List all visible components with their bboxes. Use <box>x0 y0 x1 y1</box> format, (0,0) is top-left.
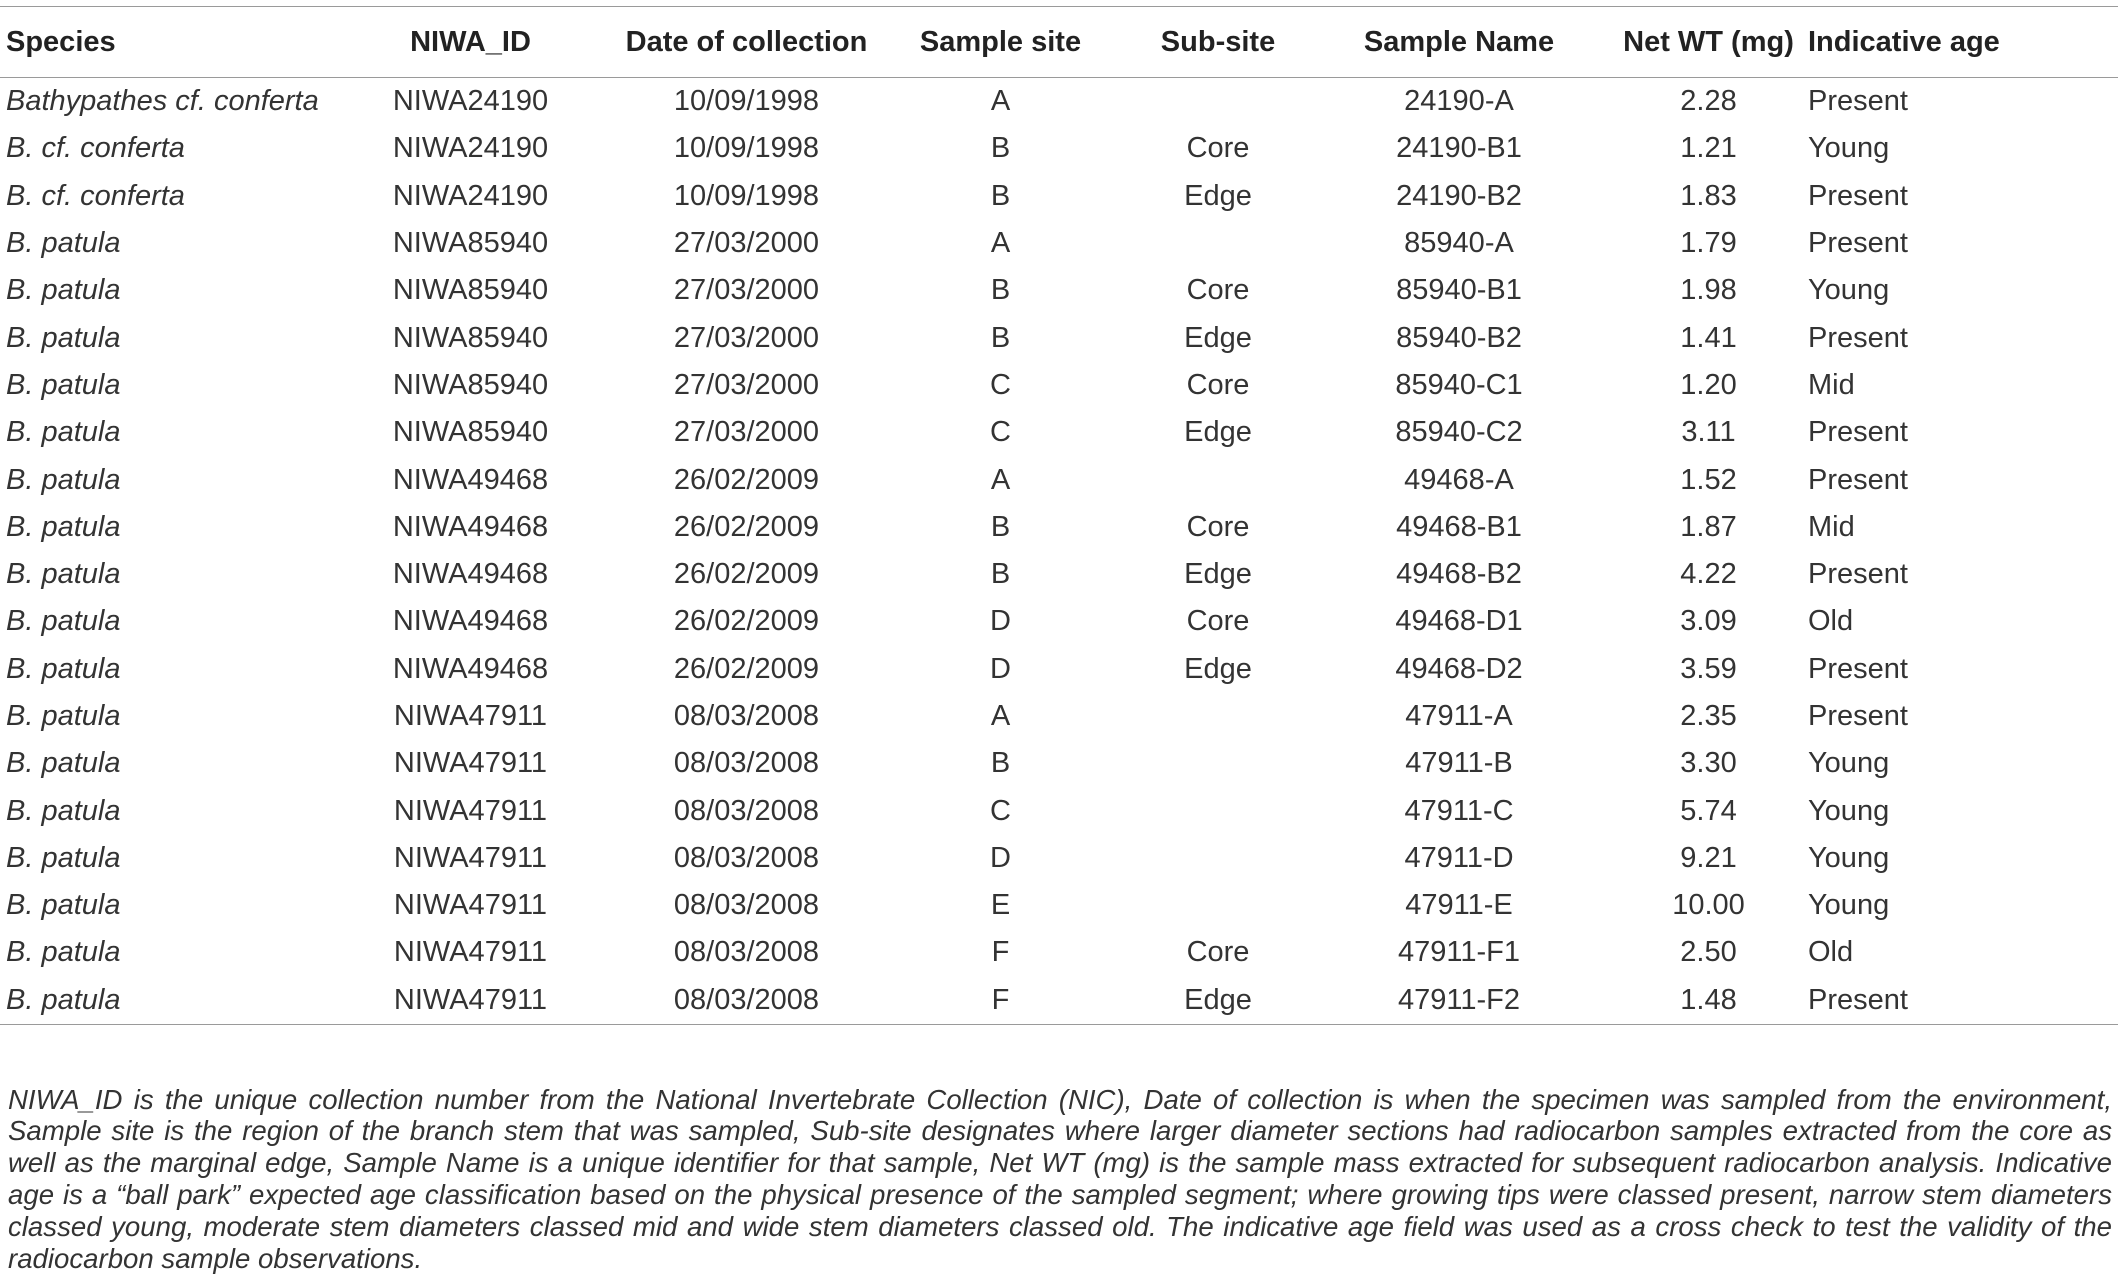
table-row <box>0 787 2118 834</box>
cell-species: B. patula <box>6 605 121 638</box>
cell-indicative-age: Young <box>1808 132 1890 165</box>
cell-sub-site: Edge <box>1184 558 1252 591</box>
cell-niwa-id: NIWA47911 <box>393 747 548 780</box>
cell-niwa-id: NIWA85940 <box>392 227 549 260</box>
cell-indicative-age: Mid <box>1808 368 1855 401</box>
cell-sample-name: 24190-B1 <box>1396 132 1522 165</box>
cell-niwa-id: NIWA24190 <box>392 179 549 212</box>
cell-niwa-id: NIWA47911 <box>393 841 548 874</box>
cell-date-of-collection: 08/03/2008 <box>673 841 820 874</box>
cell-net-wt: 4.22 <box>1680 558 1737 591</box>
cell-sample-site: F <box>874 977 1127 1025</box>
cell-date-of-collection: 27/03/2000 <box>673 227 820 260</box>
table-row <box>0 456 2118 503</box>
cell-net-wt: 10.00 <box>1672 889 1745 922</box>
cell-species: B. patula <box>6 227 121 260</box>
table-row <box>0 740 2118 787</box>
cell-niwa-id: NIWA47911 <box>393 889 548 922</box>
cell-net-wt: 5.74 <box>1680 794 1737 827</box>
cell-sub-site <box>1127 78 1309 126</box>
cell-sample-name: 24190-A <box>1404 85 1514 118</box>
cell-sample-site: D <box>990 605 1011 638</box>
cell-niwa-id: NIWA49468 <box>392 652 549 685</box>
cell-net-wt: 3.59 <box>1680 652 1737 685</box>
cell-net-wt: 3.09 <box>1680 605 1737 638</box>
cell-date-of-collection: 26/02/2009 <box>673 558 820 591</box>
cell-indicative-age: Present <box>1808 700 1908 732</box>
cell-sub-site: Core <box>1186 510 1250 543</box>
cell-date-of-collection: 26/02/2009 <box>673 463 820 496</box>
cell-species: B. patula <box>6 463 121 496</box>
cell-sample-site: B <box>990 510 1011 543</box>
cell-date-of-collection: 08/03/2008 <box>673 747 820 780</box>
table-row <box>0 267 2118 314</box>
cell-sample-name: 47911-E <box>1405 889 1513 922</box>
header-sample-site: Sample site <box>874 7 1127 78</box>
cell-sample-site: B <box>990 274 1011 307</box>
cell-net-wt: 9.21 <box>1680 841 1737 874</box>
cell-date-of-collection: 27/03/2000 <box>673 274 820 307</box>
cell-species: B. patula <box>6 416 121 449</box>
table-row <box>0 929 2118 976</box>
table-row <box>0 125 2118 172</box>
header-net-wt: Net WT (mg) <box>1609 7 1808 78</box>
cell-species: B. patula <box>6 510 121 543</box>
cell-sample-site: C <box>990 416 1011 449</box>
cell-niwa-id: NIWA47911 <box>393 700 548 732</box>
cell-net-wt: 2.28 <box>1680 85 1737 118</box>
cell-net-wt: 1.41 <box>1680 321 1737 354</box>
cell-species: B. patula <box>6 274 121 307</box>
cell-species: B. patula <box>6 794 121 827</box>
cell-sample-name: 47911-F2 <box>1309 977 1609 1025</box>
cell-sample-name: 49468-A <box>1404 463 1514 496</box>
cell-sample-site: A <box>990 227 1011 260</box>
cell-indicative-age: Present <box>1808 85 1908 118</box>
cell-date-of-collection: 08/03/2008 <box>673 889 820 922</box>
table-row <box>0 598 2118 645</box>
cell-sample-site: B <box>990 747 1011 780</box>
cell-sample-site: D <box>990 841 1011 874</box>
cell-niwa-id: NIWA49468 <box>392 558 549 591</box>
table-row <box>0 882 2118 929</box>
table-row <box>0 977 2118 1025</box>
cell-indicative-age: Present <box>1808 652 1908 685</box>
cell-niwa-id: NIWA85940 <box>392 368 549 401</box>
cell-sample-name: 49468-D1 <box>1395 605 1523 638</box>
cell-net-wt: 2.35 <box>1680 700 1737 732</box>
cell-indicative-age: Present <box>1808 321 1908 354</box>
cell-indicative-age: Young <box>1808 889 1890 922</box>
cell-sample-name: 47911-B <box>1405 747 1513 780</box>
cell-species: B. patula <box>6 368 121 401</box>
cell-indicative-age: Present <box>1808 463 1908 496</box>
header-indicative-age: Indicative age <box>1808 7 2118 78</box>
cell-sample-name: 85940-B1 <box>1396 274 1522 307</box>
cell-net-wt: 1.48 <box>1609 977 1808 1025</box>
cell-sample-name: 49468-B2 <box>1396 558 1522 591</box>
cell-date-of-collection: 27/03/2000 <box>673 416 820 449</box>
cell-sample-site: B <box>990 321 1011 354</box>
cell-species: B. patula <box>6 889 121 922</box>
cell-species: B. patula <box>6 558 121 591</box>
cell-date-of-collection: 10/09/1998 <box>673 132 820 165</box>
cell-sample-site: B <box>990 558 1011 591</box>
cell-sub-site: Edge <box>1184 652 1252 685</box>
table-row <box>0 835 2118 882</box>
cell-net-wt: 1.98 <box>1680 274 1737 307</box>
cell-species: B. cf. conferta <box>6 132 185 165</box>
cell-sub-site: Core <box>1186 274 1250 307</box>
cell-indicative-age: Present <box>1808 558 1908 591</box>
cell-indicative-age: Young <box>1808 794 1890 827</box>
table-row <box>0 504 2118 551</box>
cell-sub-site: Core <box>1186 605 1250 638</box>
cell-net-wt: 1.83 <box>1680 179 1737 212</box>
cell-niwa-id: NIWA24190 <box>392 132 549 165</box>
cell-date-of-collection: 10/09/1998 <box>673 85 820 118</box>
cell-sub-site <box>1127 882 1309 929</box>
cell-indicative-age: Old <box>1808 605 1854 638</box>
cell-date-of-collection: 27/03/2000 <box>673 321 820 354</box>
cell-niwa-id: NIWA24190 <box>392 85 549 118</box>
cell-species: B. patula <box>6 747 121 780</box>
cell-sample-name: 47911-A <box>1405 700 1513 732</box>
cell-sub-site <box>1127 787 1309 834</box>
cell-sample-name: 47911-D <box>1404 841 1514 874</box>
cell-net-wt: 1.52 <box>1680 463 1737 496</box>
table-caption: NIWA_ID is the unique collection number from the National Invertebrate Collection (NIC), Date of collection is when the specimen was sampled from the environment, Sample site is the region of the branch stem that was sampled, Sub-site designates where larger diameter sections had radiocarbon samples extracted from the core as well as the marginal edge, Sample Name is a unique identifier for that sample, Net WT (mg) is the sample mass extracted for subsequent radiocarbon analysis. Indicative age is a “ball park” expected age classification based on the physical presence of the sampled segment; where growing tips were classed present, narrow stem diameters classed young, moderate stem diameters classed mid and wide stem diameters classed old. The indicative age field was used as a cross check to test the validity of the radiocarbon sample observations. <box>8 1083 2112 1274</box>
cell-sub-site: Core <box>1186 368 1250 401</box>
cell-date-of-collection: 08/03/2008 <box>619 977 874 1025</box>
cell-sample-site: A <box>990 463 1011 496</box>
cell-sample-site: C <box>990 368 1011 401</box>
cell-sub-site <box>1127 220 1309 267</box>
cell-sample-site: A <box>990 700 1011 732</box>
cell-niwa-id: NIWA47911 <box>393 936 548 969</box>
table-row <box>0 362 2118 409</box>
cell-date-of-collection: 08/03/2008 <box>673 794 820 827</box>
cell-indicative-age: Present <box>1808 416 1908 449</box>
cell-indicative-age: Young <box>1808 747 1890 780</box>
cell-indicative-age: Mid <box>1808 510 1855 543</box>
table-row <box>0 646 2118 693</box>
cell-indicative-age: Young <box>1808 274 1890 307</box>
cell-sample-site: F <box>991 936 1010 969</box>
cell-niwa-id: NIWA85940 <box>392 416 549 449</box>
cell-sub-site <box>1127 835 1309 882</box>
cell-species: B. patula <box>0 977 322 1025</box>
table-row <box>0 220 2118 267</box>
header-sub-site: Sub-site <box>1127 7 1309 78</box>
cell-niwa-id: NIWA85940 <box>392 321 549 354</box>
cell-species: B. patula <box>6 841 121 874</box>
sample-table <box>0 6 2118 1025</box>
cell-niwa-id: NIWA49468 <box>392 605 549 638</box>
cell-net-wt: 1.87 <box>1680 510 1737 543</box>
cell-species: B. patula <box>6 321 121 354</box>
cell-date-of-collection: 26/02/2009 <box>673 652 820 685</box>
table-row <box>0 173 2118 220</box>
cell-sub-site: Edge <box>1184 321 1252 354</box>
table-header <box>0 7 2118 78</box>
cell-sample-name: 49468-D2 <box>1395 652 1523 685</box>
cell-net-wt: 1.20 <box>1680 368 1737 401</box>
cell-species: B. patula <box>6 652 121 685</box>
cell-sample-name: 85940-A <box>1404 227 1514 260</box>
cell-sample-site: B <box>990 179 1011 212</box>
cell-sample-site: C <box>990 794 1011 827</box>
cell-sub-site: Edge <box>1184 416 1252 449</box>
cell-sample-site: E <box>990 889 1011 922</box>
cell-sub-site <box>1127 740 1309 787</box>
cell-sample-site: B <box>990 132 1011 165</box>
cell-indicative-age: Present <box>1808 977 2118 1025</box>
cell-net-wt: 3.11 <box>1681 416 1736 449</box>
cell-date-of-collection: 27/03/2000 <box>673 368 820 401</box>
table-row <box>0 314 2118 361</box>
cell-species: B. cf. conferta <box>6 179 185 212</box>
cell-date-of-collection: 26/02/2009 <box>673 510 820 543</box>
cell-date-of-collection: 08/03/2008 <box>673 700 820 732</box>
cell-date-of-collection: 26/02/2009 <box>673 605 820 638</box>
cell-indicative-age: Present <box>1808 227 1908 260</box>
cell-net-wt: 2.50 <box>1680 936 1737 969</box>
cell-sub-site <box>1127 693 1309 740</box>
cell-date-of-collection: 08/03/2008 <box>673 936 820 969</box>
cell-niwa-id: NIWA47911 <box>393 794 548 827</box>
cell-niwa-id: NIWA49468 <box>392 463 549 496</box>
cell-sample-site: A <box>990 85 1011 118</box>
header-row <box>0 7 2118 78</box>
table-row <box>0 693 2118 740</box>
cell-sample-name: 47911-C <box>1404 794 1514 827</box>
cell-indicative-age: Young <box>1808 841 1890 874</box>
table-row <box>0 551 2118 598</box>
cell-sub-site: Edge <box>1127 977 1309 1025</box>
cell-sub-site: Edge <box>1184 179 1252 212</box>
cell-sample-site: D <box>990 652 1011 685</box>
cell-niwa-id: NIWA49468 <box>392 510 549 543</box>
cell-date-of-collection: 10/09/1998 <box>673 179 820 212</box>
cell-niwa-id: NIWA85940 <box>392 274 549 307</box>
cell-net-wt: 3.30 <box>1680 747 1737 780</box>
header-species: Species <box>0 7 322 78</box>
table-body <box>0 78 2118 1025</box>
cell-sample-name: 85940-C2 <box>1395 416 1523 449</box>
cell-sample-name: 85940-B2 <box>1396 321 1522 354</box>
cell-net-wt: 1.79 <box>1680 227 1737 260</box>
table-row <box>0 78 2118 126</box>
cell-net-wt: 1.21 <box>1680 132 1737 165</box>
cell-sub-site: Core <box>1186 132 1250 165</box>
cell-sample-name: 47911-F1 <box>1398 936 1520 969</box>
cell-species: B. patula <box>6 700 121 732</box>
cell-sub-site: Core <box>1186 936 1250 969</box>
cell-sub-site <box>1127 456 1309 503</box>
cell-species: B. patula <box>6 936 121 969</box>
cell-sample-name: 24190-B2 <box>1396 179 1522 212</box>
cell-sample-name: 49468-B1 <box>1396 510 1522 543</box>
cell-sample-name: 85940-C1 <box>1395 368 1523 401</box>
cell-indicative-age: Present <box>1808 179 1908 212</box>
cell-species: Bathypathes cf. conferta <box>6 85 319 118</box>
header-sample-name: Sample Name <box>1309 7 1609 78</box>
table-row <box>0 409 2118 456</box>
header-date-of-collection: Date of collection <box>619 7 874 78</box>
cell-niwa-id: NIWA47911 <box>322 977 619 1025</box>
header-niwa-id: NIWA_ID <box>322 7 619 78</box>
cell-indicative-age: Old <box>1808 936 1854 969</box>
